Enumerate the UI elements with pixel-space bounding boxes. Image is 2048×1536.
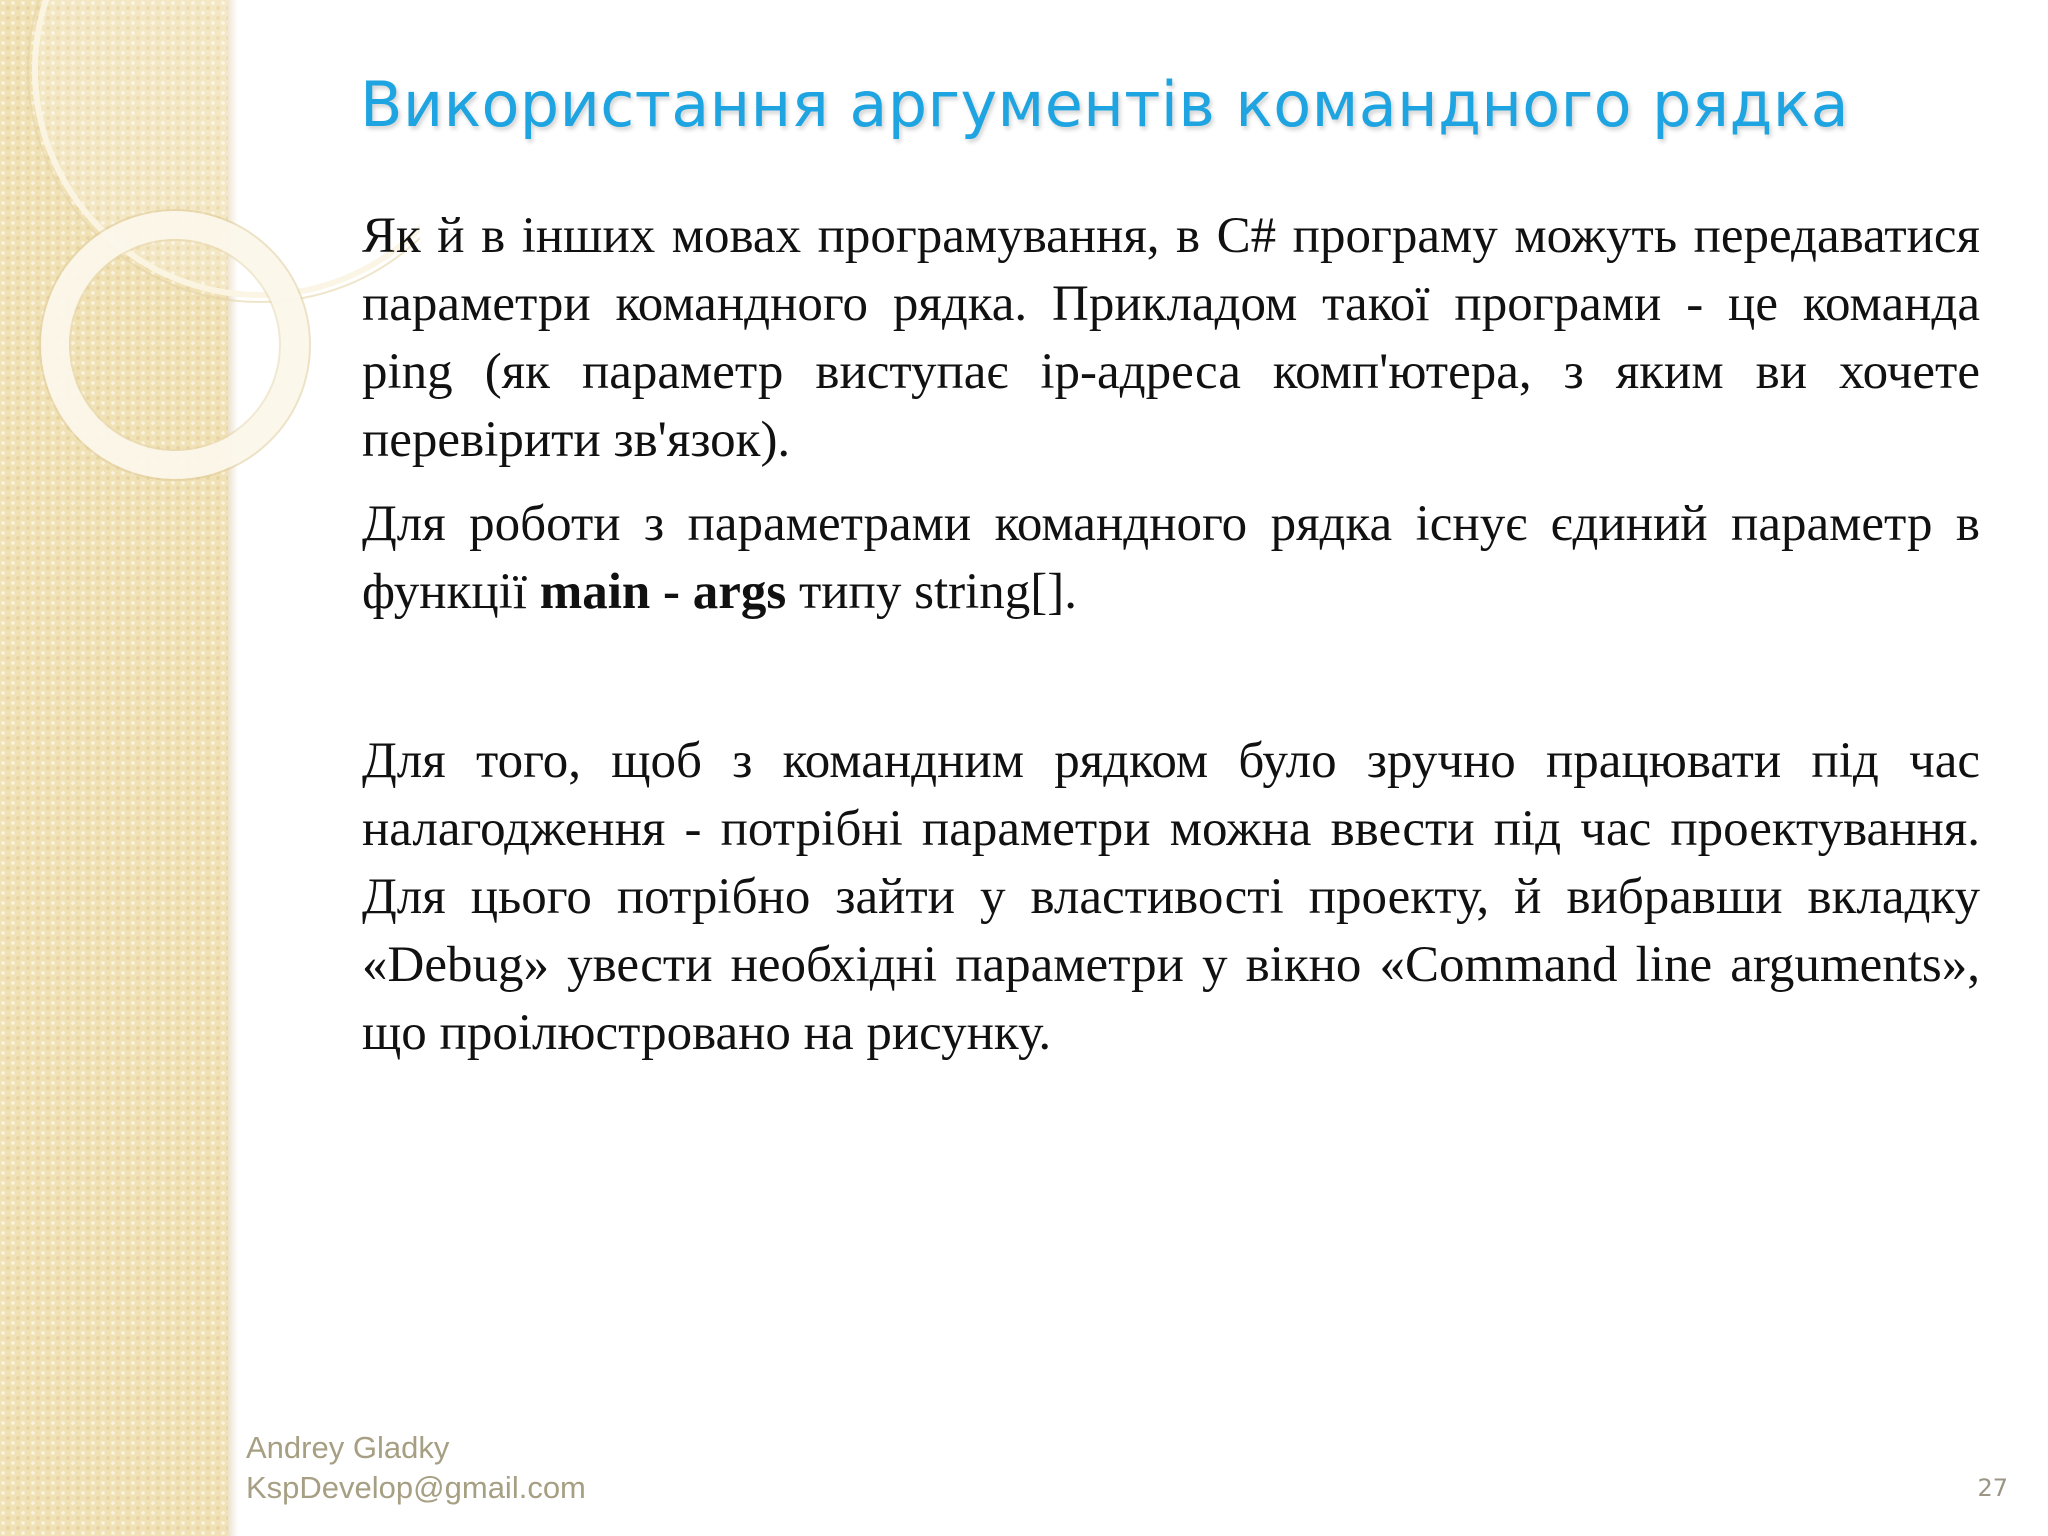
text-run: типу string[].: [786, 564, 1077, 620]
body-paragraph: [362, 727, 1980, 1067]
bold-text: main - args: [539, 564, 787, 620]
text-run: Для того, щоб з командним рядком було зручно працювати під час налагодження - потрібні параметри можна ввести під час проектування. Для цього потрібно зайти у властивості проекту, й вибравши вкладку «Debug» увести необхідні параметри у вікно «Command line arguments», що проілюстровано на рисунку.: [362, 733, 1980, 1061]
slide-title: Використання аргументів командного рядка: [360, 68, 1849, 141]
slide-body: [362, 202, 1980, 1067]
body-paragraph: [362, 490, 1980, 626]
text-run: Як й в інших мовах програмування, в C# програму можуть передаватися параметри командного рядка. Прикладом такої програми - це команда ping (як параметр виступає ip-адреса комп'ютера, з яким ви хочете перевірити зв'язок).: [362, 208, 1980, 468]
decorative-rings: [0, 0, 420, 560]
author-email: KspDevelop@gmail.com: [246, 1470, 586, 1505]
author-name: Andrey Gladky: [246, 1430, 450, 1465]
author-block: [246, 1428, 586, 1508]
page-number: 27: [1977, 1474, 2008, 1502]
text-run: Для роботи з параметрами командного рядка існує єдиний параметр в функції: [362, 496, 1980, 620]
body-paragraph: [362, 202, 1980, 474]
